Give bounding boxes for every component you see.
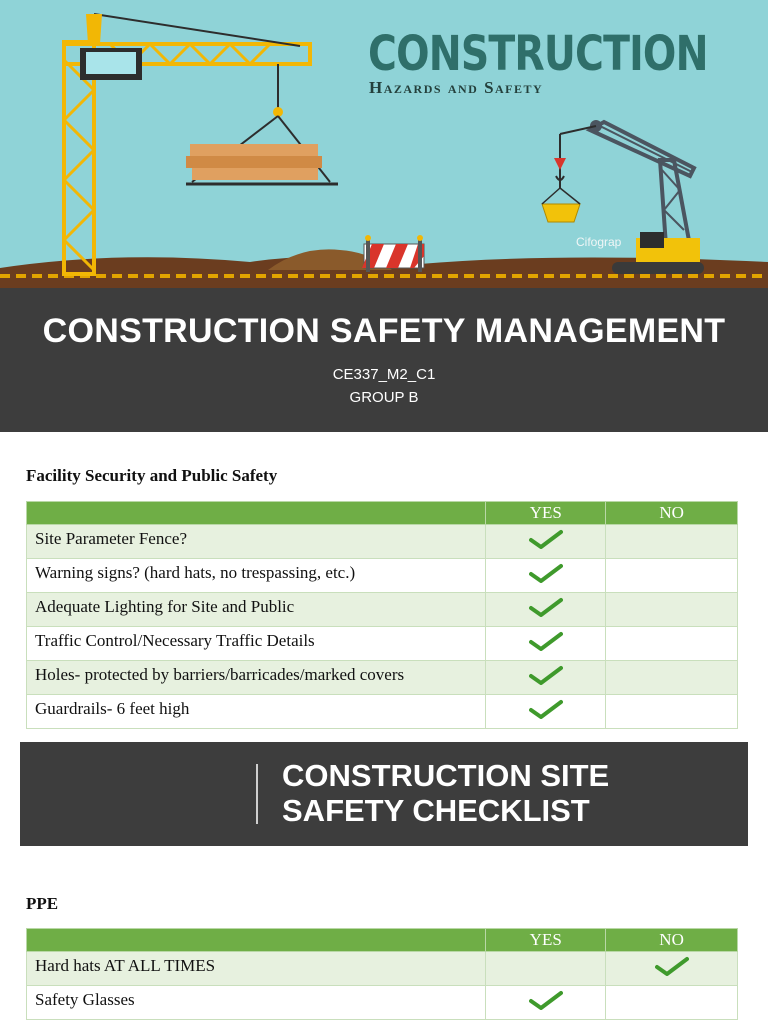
check-mark-icon	[529, 704, 563, 723]
checklist-item-label: Site Parameter Fence?	[27, 525, 486, 559]
barricade-icon	[362, 235, 424, 272]
table-row	[27, 661, 738, 695]
yes-cell	[486, 661, 606, 695]
check-mark-icon	[529, 602, 563, 621]
header-item-cell	[27, 502, 486, 525]
tower-crane-icon	[64, 14, 338, 274]
yes-cell	[486, 593, 606, 627]
checklist-item-label: Adequate Lighting for Site and Public	[27, 593, 486, 627]
no-cell	[606, 559, 738, 593]
yes-cell	[486, 952, 606, 986]
checklist-title-line1: CONSTRUCTION SITE	[282, 758, 610, 793]
section-heading-ppe: PPE	[26, 894, 59, 913]
banner-subtitle: Hazards and Safety	[369, 78, 544, 97]
ppe-checklist-table	[26, 928, 738, 1020]
header-yes: YES	[486, 502, 606, 525]
table-header-row	[27, 502, 738, 525]
no-cell	[606, 525, 738, 559]
checklist-item-label: Traffic Control/Necessary Traffic Details	[27, 627, 486, 661]
facility-checklist-table	[26, 501, 738, 729]
table-row	[27, 559, 738, 593]
checklist-item-label: Warning signs? (hard hats, no trespassing, etc.)	[27, 559, 486, 593]
table-row	[27, 986, 738, 1020]
table-row	[27, 627, 738, 661]
table-row	[27, 525, 738, 559]
check-mark-icon	[529, 995, 563, 1014]
crawler-crane-icon	[542, 120, 704, 274]
course-code: CE337_M2_C1	[332, 366, 436, 383]
check-mark-icon	[529, 534, 563, 553]
table-row	[27, 952, 738, 986]
yes-cell	[486, 627, 606, 661]
checklist-title-line2: SAFETY CHECKLIST	[282, 793, 590, 828]
table-header-row	[27, 929, 738, 952]
checklist-item-label: Safety Glasses	[27, 986, 486, 1020]
banner-title: CONSTRUCTION	[368, 26, 708, 82]
document-title: CONSTRUCTION SAFETY MANAGEMENT	[42, 312, 726, 350]
header-no: NO	[606, 929, 738, 952]
check-mark-icon	[529, 670, 563, 689]
no-cell	[606, 627, 738, 661]
yes-cell	[486, 559, 606, 593]
header-illustration	[0, 0, 768, 288]
title-band	[0, 288, 768, 432]
divider	[256, 764, 258, 824]
no-cell	[606, 695, 738, 729]
header-no: NO	[606, 502, 738, 525]
check-mark-icon	[529, 636, 563, 655]
yes-cell	[486, 986, 606, 1020]
check-mark-icon	[655, 961, 689, 980]
group-name: GROUP B	[349, 389, 419, 406]
no-cell	[606, 593, 738, 627]
table-row	[27, 593, 738, 627]
yes-cell	[486, 695, 606, 729]
no-cell	[606, 986, 738, 1020]
section-heading-facility: Facility Security and Public Safety	[26, 466, 278, 485]
checklist-title-card	[20, 742, 748, 846]
yes-cell	[486, 525, 606, 559]
header-item-cell	[27, 929, 486, 952]
no-cell	[606, 952, 738, 986]
no-cell	[606, 661, 738, 695]
check-mark-icon	[529, 568, 563, 587]
checklist-item-label: Hard hats AT ALL TIMES	[27, 952, 486, 986]
watermark: Cifograp	[576, 235, 622, 249]
checklist-item-label: Holes- protected by barriers/barricades/marked covers	[27, 661, 486, 695]
table-row	[27, 695, 738, 729]
header-yes: YES	[486, 929, 606, 952]
checklist-title	[282, 758, 609, 828]
checklist-item-label: Guardrails- 6 feet high	[27, 695, 486, 729]
